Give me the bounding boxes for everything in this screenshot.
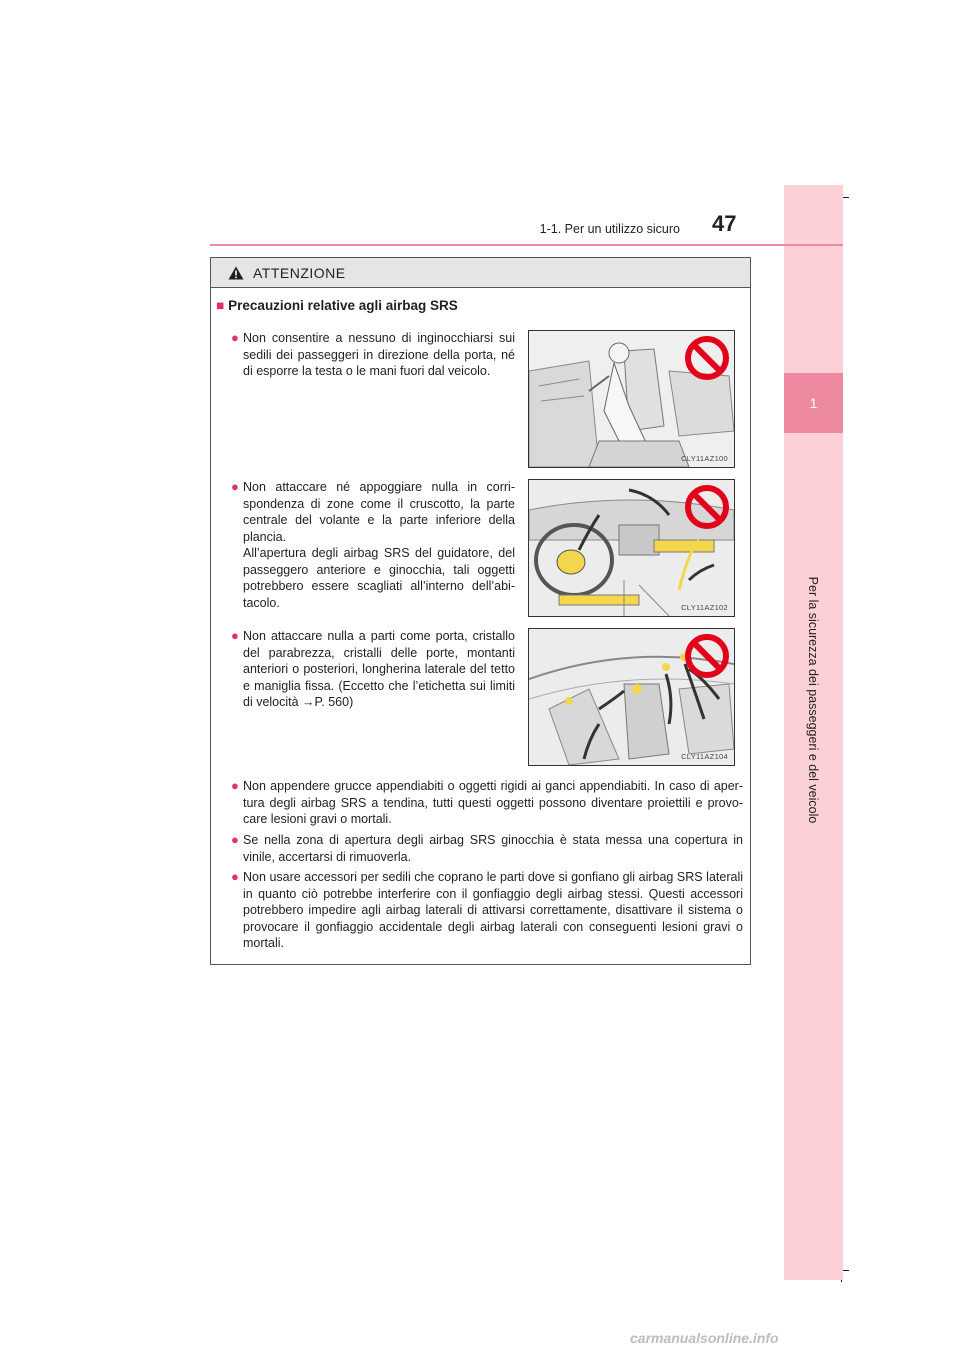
bullet-text: Non consentire a nessuno di inginocchiarsi sui sedili dei passeggeri in direzione della porta, né di esporre la testa o le mani fuori dal veicolo. xyxy=(243,331,515,378)
bullet-item xyxy=(231,628,515,711)
chapter-number: 1 xyxy=(809,395,818,411)
bullet-text: Non appendere grucce appendiabiti o oggetti rigidi ai ganci appendiabiti. In caso di aper-tura degli airbag SRS a tendina, tutti questi oggetti possono diventare proiettili e provo-care lesioni gravi o mortali. xyxy=(243,779,743,826)
prohibited-icon xyxy=(684,335,730,381)
image-code: CLY11AZ104 xyxy=(681,752,728,761)
bullet-text: Non usare accessori per sedili che coprano le parti dove si gonfiano gli airbag SRS laterali in quanto ciò potrebbe interferire con il gonfiaggio degli airbag stessi. Questi accessori potrebbero impedire agli airbag laterali di attivarsi correttamente, disattivare il sistema o provocare il gonfiaggio accidentale degli airbag laterali con conseguenti lesioni gravi o mortali. xyxy=(243,870,743,950)
prohibited-icon xyxy=(684,633,730,679)
warning-triangle-icon xyxy=(228,266,244,280)
image-code: CLY11AZ100 xyxy=(681,454,728,463)
chapter-title: Per la sicurezza dei passeggeri e del veicolo xyxy=(806,576,820,824)
illustration-passenger-kneeling xyxy=(528,330,735,468)
bullet-text: Non attaccare né appoggiare nulla in corri-spondenza di zone come il cruscotto, la parte centrale del volante e la parte inferiore della plancia. xyxy=(243,480,515,544)
bullet-item xyxy=(231,832,743,865)
square-bullet-icon: ■ xyxy=(216,298,225,313)
bullet-text: Se nella zona di apertura degli airbag SRS ginocchia è stata messa una copertura in vinile, accertarsi di rimuoverla. xyxy=(243,833,743,864)
warning-title: ATTENZIONE xyxy=(253,264,346,281)
bullet-dot-icon: ● xyxy=(231,628,239,643)
bullet-dot-icon: ● xyxy=(231,479,239,494)
bullet-item xyxy=(231,330,515,380)
illustration-dashboard xyxy=(528,479,735,617)
bullet-item xyxy=(231,778,743,828)
subheading-text: Precauzioni relative agli airbag SRS xyxy=(228,298,458,313)
warning-header xyxy=(211,258,750,288)
section-title: 1-1. Per un utilizzo sicuro xyxy=(539,222,680,236)
bullet-text-continued: All’apertura degli airbag SRS del guidatore, del passeggero anteriore e ginocchia, tali oggetti potrebbero essere scagliati all’interno dell’abi-tacolo. xyxy=(243,546,515,610)
illustration-cabin xyxy=(528,628,735,766)
bullet-dot-icon: ● xyxy=(231,832,239,847)
bullet-dot-icon: ● xyxy=(231,778,239,793)
subheading xyxy=(216,298,458,313)
header-rule xyxy=(210,244,843,246)
bullet-text: Non attaccare nulla a parti come porta, cristallo del parabrezza, cristalli delle porte, montanti anteriori o posteriori, longherina laterale del tetto e maniglia fissa. (Eccetto che l’etichetta sui limiti di velocità →P. 560) xyxy=(243,629,515,709)
warning-box xyxy=(210,257,751,965)
prohibited-icon xyxy=(684,484,730,530)
bullet-item xyxy=(231,479,515,611)
bullet-dot-icon: ● xyxy=(231,869,239,884)
watermark: carmanualsonline.info xyxy=(630,1330,779,1346)
bullet-dot-icon: ● xyxy=(231,330,239,345)
bullet-item xyxy=(231,869,743,952)
image-code: CLY11AZ102 xyxy=(681,603,728,612)
chapter-number-tab xyxy=(784,373,843,433)
page-number: 47 xyxy=(712,211,737,236)
